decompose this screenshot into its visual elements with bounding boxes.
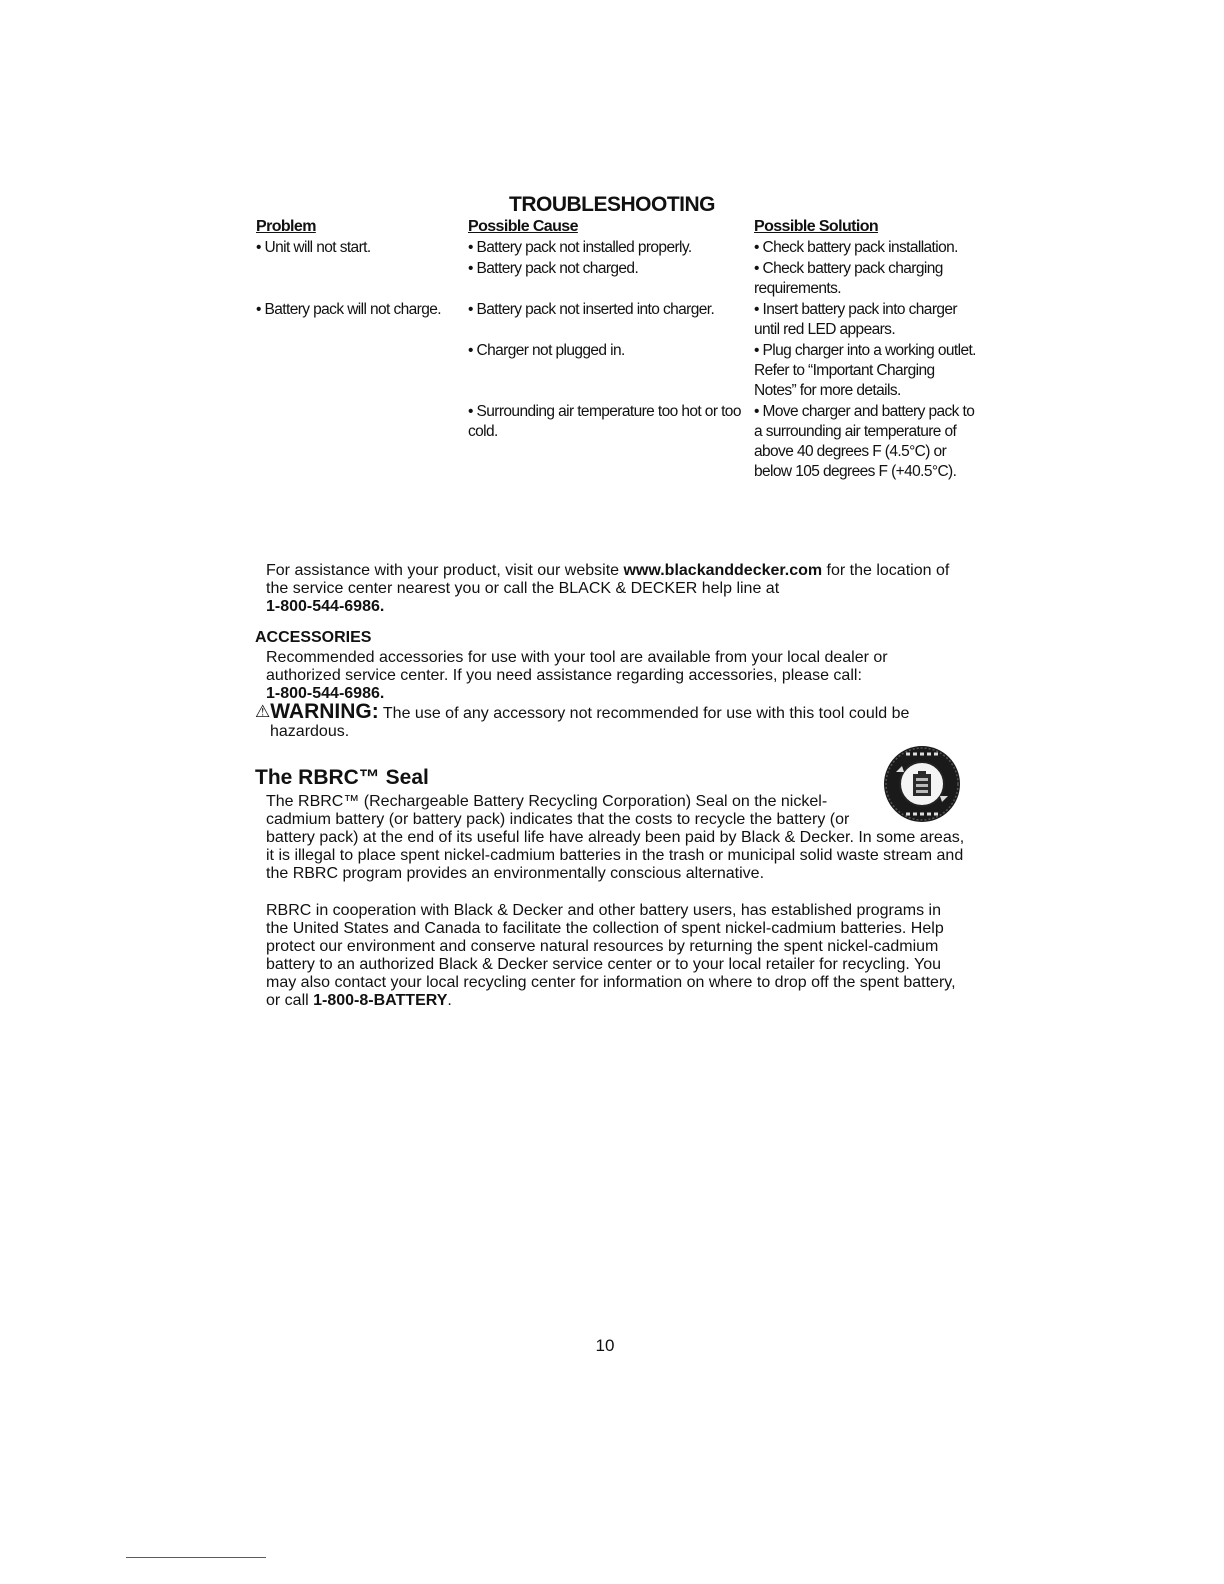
cell-solution: • Insert battery pack into charger until red LED appears.	[754, 301, 957, 338]
cell-solution: • Check battery pack charging requirements.	[754, 260, 943, 297]
warning-notice	[255, 700, 975, 741]
assistance-text-after: for the location of the service center nearest you or call the BLACK & DECKER help line at	[266, 562, 950, 597]
battery-hotline-phone: 1-800-8-BATTERY	[313, 992, 448, 1009]
accessories-heading: ACCESSORIES	[255, 629, 372, 646]
assistance-text-before: For assistance with your product, visit our website	[266, 562, 624, 579]
cell-problem: • Battery pack will not charge.	[256, 301, 441, 318]
help-line-phone: 1-800-544-6986.	[266, 598, 385, 615]
cell-solution: • Check battery pack installation.	[754, 239, 958, 256]
cell-problem: • Unit will not start.	[256, 239, 371, 256]
header-possible-solution: Possible Solution	[754, 218, 879, 235]
cell-solution: • Plug charger into a working outlet. Refer to “Important Charging Notes” for more details.	[754, 342, 976, 399]
cell-problem	[256, 401, 468, 482]
rbrc-heading: The RBRC™ Seal	[255, 766, 429, 789]
cell-cause: • Battery pack not inserted into charger.	[468, 301, 715, 318]
accessories-paragraph	[266, 649, 966, 703]
table-row	[256, 340, 976, 401]
rbrc-paragraph-2-text: RBRC in cooperation with Black & Decker and other battery users, has established programs in the United States and Canada to facilitate the collection of spent nickel-cadmium batteries. Help protect our environment and conserve natural resources by returning the spent nickel-cadmium battery to an authorized Black & Decker service center or to your local retailer for recycling. You may also contact your local recycling center for information on where to drop off the spent battery, or call	[266, 902, 956, 1009]
seal-spacer	[874, 793, 966, 827]
table-row	[256, 238, 976, 258]
accessories-phone: 1-800-544-6986.	[266, 685, 385, 702]
table-row	[256, 401, 976, 482]
rbrc-paragraph-1	[266, 793, 966, 883]
cell-cause: • Surrounding air temperature too hot or too cold.	[468, 403, 741, 440]
cell-cause: • Charger not plugged in.	[468, 342, 625, 359]
table-row	[256, 299, 976, 340]
cell-problem	[256, 258, 468, 299]
cell-cause: • Battery pack not installed properly.	[468, 239, 692, 256]
rbrc-paragraph-2-end: .	[447, 992, 452, 1009]
header-problem: Problem	[256, 218, 316, 235]
website-link[interactable]: www.blackanddecker.com	[623, 562, 823, 579]
warning-triangle-icon: ⚠	[255, 702, 271, 721]
header-possible-cause: Possible Cause	[468, 218, 578, 235]
warning-text-continued: hazardous.	[270, 723, 350, 740]
table-header-row	[256, 217, 976, 238]
footer-rule	[126, 1557, 266, 1558]
warning-text: The use of any accessory not recommended for use with this tool could be	[378, 705, 910, 722]
rbrc-paragraph-1-text: The RBRC™ (Rechargeable Battery Recycling Corporation) Seal on the nickel-cadmium battery (or battery pack) indicates that the costs to recycle the battery (or battery pack) at the end of its useful life have already been paid by Black & Decker. In some areas, it is illegal to place spent nickel-cadmium batteries in the trash or municipal solid waste stream and the RBRC program provides an environmentally conscious alternative.	[266, 793, 965, 882]
troubleshooting-title: TROUBLESHOOTING	[509, 193, 715, 216]
assistance-paragraph	[266, 562, 966, 616]
cell-solution: • Move charger and battery pack to a surrounding air temperature of above 40 degrees F (4.5°C) or below 105 degrees F (+40.5°C).	[754, 403, 975, 480]
page-number: 10	[595, 1336, 615, 1355]
troubleshooting-table	[256, 217, 976, 482]
accessories-text: Recommended accessories for use with your tool are available from your local dealer or authorized service center. If you need assistance regarding accessories, please call:	[266, 649, 888, 684]
cell-problem	[256, 340, 468, 401]
warning-label: WARNING:	[270, 700, 379, 723]
cell-cause: • Battery pack not charged.	[468, 260, 639, 277]
table-row	[256, 258, 976, 299]
rbrc-paragraph-2	[266, 902, 966, 1010]
